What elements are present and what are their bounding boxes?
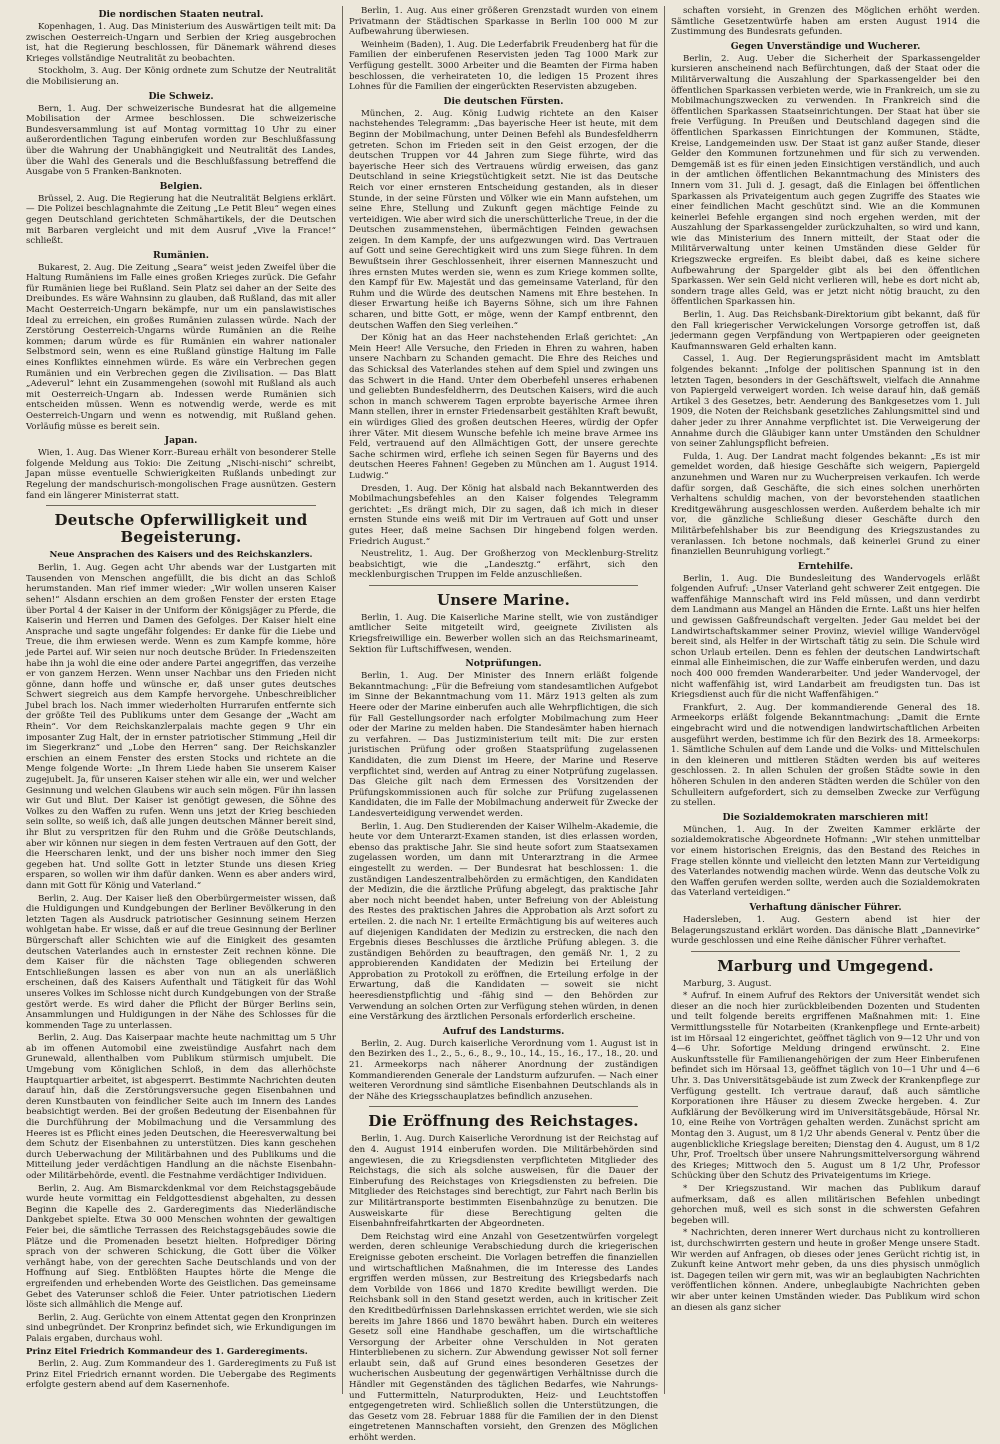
article-paragraph: Berlin, 1. Aug. Durch Kaiserliche Verordnung ist der Reichstag auf den 4. August 1914 einberufen worden. Die Militärbehörden sind angewiesen, die zu Kriegsdiensten verpflichteten Mitglieder des Reichstags, die sich als solche ausweisen, für die Dauer der Einberufung des Reichstages von Kriegsdiensten zu befreien. Die Mitglieder des Reichstages sind berechtigt, zur Fahrt nach Berlin bis zur Militärtransporte bestimmten Eisenbahnzüge zu benutzen. Die Ausweiskarte für diese Berechtigung gelten die Eisenbahnfreifahrtkarten der Abgeordneten.	[349, 1134, 658, 1230]
section-heading: Rumänien.	[153, 249, 209, 261]
separator-rule	[369, 585, 638, 586]
article-paragraph: Stockholm, 3. Aug. Der König ordnete zum Schutze der Neutralität die Mobilisierung an.	[26, 66, 336, 87]
article-paragraph: Berlin, 2. Aug. Durch kaiserliche Verordnung vom 1. August ist in den Bezirken des 1., 2., 5., 6., 8., 9., 10., 14., 15., 16., 17., 18., 20. und 21. Armeekorps nach näherer Anordnung der zuständigen Kommandierenden Generale der Landsturm aufzurufen. — Nach einer weiteren Verordnung sind sämtliche Eisenbahnen Deutschlands als in der Nähe des Kriegsschauplatzes befindlich anzusehen.	[349, 1038, 658, 1102]
main-headline: Deutsche Opferwilligkeit und Begeisterung.	[54, 511, 308, 547]
article-paragraph: Dem Reichstag wird eine Anzahl von Gesetzentwürfen vorgelegt werden, deren schleunige Verabschiedung durch die kriegerischen Ereignisse geboten erscheint. Die Vorlagen betreffen die finanziellen und wirtschaftlichen Maßnahmen, die im Interesse des Landes ergriffen werden müssen, zur Bestreitung des Kriegsbedarfs nach dem Vorbilde von 1866 und 1870 Kredite bewilligt werden. Die Reichsbank soll in den Stand gesetzt werden, auch in kritischer Zeit den Kreditbedürfnissen Darlehnskassen errichtet werden, wie sie sich bereits im Jahre 1866 und 1870 bewährt haben. Durch ein weiteres Gesetz soll eine Handhabe geschaffen, um die wirtschaftliche Versorgung der Arbeiter ohne Verschulden in Not geraten Hinterbliebenen zu sichern. Zur Abwendung gewisser Not soll ferner erlaubt sein, daß auf Grund eines besonderen Gesetzes der wucherischen Ausbeutung der gegenwärtigen Verhältnisse durch die Händler mit Gegenständen des täglichen Bedarfes, wie Nahrungs- und Futtermitteln, Naturprodukten, Heiz- und Leuchtstoffen entgegengetreten wird. Schließlich sollen die Unterstützungen, die das Gesetz vom 28. Februar 1888 für die Familien der in den Dienst eingetretenen Mannschaften vorsieht, den Grenzen des Möglichen erhöht werden.	[349, 1231, 658, 1444]
column-3	[664, 6, 986, 1394]
article-paragraph: Wien, 1. Aug. Das Wiener Korr.-Bureau erhält von besonderer Stelle folgende Meldung aus Tokio: Die Zeitung „Nischi-nischi“ schreibt, Japan müsse eventuelle Schwierigkeiten Rußlands unbedingt zur Regelung der mandschurisch-mongolischen Frage ausnützen. Gestern fand ein längerer Ministerrat statt.	[26, 448, 336, 501]
article-paragraph: Bern, 1. Aug. Der schweizerische Bundesrat hat die allgemeine Mobilisation der Armee beschlossen. Die schweizerische Bundesversammlung ist auf Montag vormittag 10 Uhr zu einer außerordentlichen Tagung einberufen worden zur Beschlußfassung über die Wahrung der Unabhängigkeit und Neutralität des Landes, über die Wahl des Generals und die Beschlußfassung betreffend die Ausgabe von 5 Franken-Banknoten.	[26, 103, 336, 178]
section-heading: Belgien.	[159, 180, 203, 192]
article-paragraph: Berlin, 2. Aug. Der Kaiser ließ den Oberbürgermeister wissen, daß die Huldigungen und Kundgebungen der Berliner Bevölkerung in den letzten Tagen als Ausdruck patriotischer Gesinnung seinem Herzen wohlgetan habe. Er wisse, daß er auf die treue Gesinnung der Berliner Bürgerschaft aller Schichten wie auf die Einigkeit des gesamten deutschen Vaterlandes auch in ernstester Zeit rechnen könne. Die dem Kaiser für die nächsten Tage obliegenden schweren Entschließungen lassen es aber von nun an als unerläßlich erscheinen, daß des Kaisers Aufenthalt und Tätigkeit für das Wohl unseres Volkes im Schlosse nicht durch Kundgebungen von der Straße gestört werde. Es wird daher die Pflicht der Bürger Berlins sein, Ansammlungen und Huldigungen in der Nähe des Schlosses für die kommenden Tage zu unterlassen.	[26, 893, 336, 1031]
column-2	[342, 6, 664, 1444]
article-paragraph: München, 1. Aug. In der Zweiten Kammer erklärte der sozialdemokratische Abgeordnete Hofmann: „Wir stehen unmittelbar vor einem historischen Ereignis, das den Bestand des Reiches in Frage stellen könnte und vielleicht den letzten Mann zur Verteidigung des Vaterlandes notwendig machen würde. Wenn das deutsche Volk zu den Waffen gerufen werden sollte, werden auch die Sozialdemokraten das Vaterland verteidigen.“	[671, 824, 980, 899]
item-heading: Prinz Eitel Friedrich Kommandeur des 1. Garderegiments.	[26, 1346, 308, 1357]
article-paragraph: Berlin, 1. Aug. Der Minister des Innern erläßt folgende Bekanntmachung: „Für die Befreiung vom standesamtlichen Aufgebot im Sinne der Bekanntmachung vom 11. März 1913 gelten als zum Heere oder der Marine einberufen auch alle Wehrpflichtigen, die sich für Fall Gestellungsorder nach erfolgter Mobilmachung zum Heer oder der Marine zu melden haben. Die Standesämter haben hiernach zu verfahren. — Das Justizministerium teilt mit: Die zur ersten juristischen Prüfung oder großen Staatsprüfung zugelassenen Kandidaten, die zum Dienst im Heere, der Marine und Reserve verpflichtet sind, werden auf Antrag zu einer Notprüfung zugelassen. Das Gleiche gilt nach dem Ermessen des Vorsitzenden der Prüfungskommissionen auch für solche zur Prüfung zugelassenen Kandidaten, die im Falle der Mobilmachung anderweit für Zwecke der Landesverteidigung verwendet werden.	[349, 671, 658, 819]
separator-rule	[691, 951, 960, 952]
section-heading: Notprüfungen.	[465, 658, 542, 670]
article-paragraph: Neustrelitz, 1. Aug. Der Großherzog von Mecklenburg-Strelitz beabsichtigt, wie die „Landesztg.“ erfährt, sich den mecklenburgischen Truppen im Felde anzuschließen.	[349, 549, 658, 581]
article-paragraph: Berlin, 1. Aug. Aus einer größeren Grenzstadt wurden von einem Privatmann der Städtischen Sparkasse in Berlin 100 000 M zur Aufbewahrung überwiesen.	[349, 6, 658, 38]
article-paragraph: Fulda, 1. Aug. Der Landrat macht folgendes bekannt: „Es ist mir gemeldet worden, daß hiesige Geschäfte sich weigern, Papiergeld anzunehmen und Waren nur zu Wucherpreisen verkaufen. Ich werde dafür sorgen, daß Geschäfte, die sich eines solchen unerhörten Verhaltens schuldig machen, von der bevorstehenden staatlichen Kreditgewährung ausgeschlossen werden. Außerdem behalte ich mir vor, die gänzliche Schließung dieser Geschäfte durch den Militärbefehlshaber bis zur Beendigung des Kriegszustandes zu veranlassen. Ich betone nochmals, daß keinerlei Grund zu einer finanziellen Beunruhigung vorliegt.“	[671, 451, 980, 558]
article-paragraph: Berlin, 1. Aug. Die Bundesleitung des Wandervogels erläßt folgenden Aufruf: „Unser Vaterland geht schwerer Zeit entgegen. Die waffenfähige Mannschaft wird ins Feld müssen, und dann verdirbt dem Landmann aus Mangel an Händen die Ernte. Laßt uns hier helfen und gewissen Gaßfreundschaft vergelten. Jeder Gau meldet bei der Landwirtschaftskammer seiner Provinz, wieviel willige Wandervögel bereit sind, als Helfer in der Wirtschaft tätig zu sein. Die Schule wird schon Urlaub erteilen. Denn es fehlen der deutschen Landwirtschaft einmal alle Einheimischen, die zur Waffe einberufen werden, und dazu noch 400 000 fremden Wanderarbeiter. Und jeder Wandervogel, der nicht waffenfähig ist, wird Landarbeit am freudigsten tun. Das ist Kriegsdienst auch für die nicht Waffenfähigen.“	[671, 573, 980, 701]
main-headline: Marburg und Umgegend.	[717, 956, 934, 975]
main-headline: Unsere Marine.	[436, 590, 571, 609]
article-paragraph: Bukarest, 2. Aug. Die Zeitung „Seara“ weist jeden Zweifel über die Haltung Rumäniens im Falle eines großen Krieges zurück. Die Gefahr für Rumänien liege bei Rußland. Sein Platz sei daher an der Seite des Dreibundes. Es wäre Wahnsinn zu glauben, daß Rußland, das mit aller Macht Oesterreich-Ungarn bekämpfe, nur um ein panslawistisches Ideal zu erreichen, ein großes Rumänien zulassen würde. Nach der Zerstörung Oesterreich-Ungarns würde Rumänien an die Reihe kommen; darum würde es für Rumänien ein wahrer nationaler Selbstmord sein, wenn es eine Rußland günstige Haltung im Falle eines Konfliktes einnehmen würde. Es wäre ein Verbrechen gegen Rumänien und ein Verbrechen gegen die Zivilisation. — Das Blatt „Adeverul“ lehnt ein Zusammengehen (sowohl mit Rußland als auch mit Oesterreich-Ungarn ab. Indessen werde Rumänien sich entscheiden müssen. Wenn es notwendig werde, werde es mit Oesterreich-Ungarn und wenn es notwendig, mit Rußland gehen. Vorläufig müsse es bereit sein.	[26, 262, 336, 432]
article-paragraph: * Nachrichten, deren innerer Wert durchaus nicht zu kontrollieren ist, durchschwirrten gestern und heute in großer Menge unsere Stadt. Wir werden auf Anfragen, ob dieses oder jenes Gerücht richtig ist, in Zukunft keine Antwort mehr geben, da uns dies physisch unmöglich ist. Dagegen teilen wir gern mit, was wir an beglaubigten Nachrichten veröffentlichen können. Andere, unbeglaubigte Nachrichten geben wir aber unter keinen Umständen wieder. Das Publikum wird schon an diesen als ganz sicher	[671, 1228, 980, 1313]
section-heading: Die deutschen Fürsten.	[443, 95, 564, 107]
section-heading: Die Schweiz.	[148, 90, 214, 102]
section-heading: Japan.	[164, 435, 198, 447]
article-paragraph: Cassel, 1. Aug. Der Regierungspräsident macht im Amtsblatt folgendes bekannt: „Infolge der politischen Spannung ist in den letzten Tagen, besonders in der Geschäftswelt, vielfach die Annahme von Papiergeld verweigert worden. Ich weise darauf hin, daß gemäß Artikel 3 des Gesetzes, betr. Aenderung des Bankgesetzes vom 1. Juli 1909, die Noten der Reichsbank gesetzliches Zahlungsmittel sind und daher jeder zu ihrer Annahme verpflichtet ist. Die Verweigerung der Annahme durch die Gläubiger kann unter Umständen den Schuldner von seiner Zahlungspflicht befreien.	[671, 354, 980, 450]
column-1	[20, 6, 342, 1394]
article-paragraph: Hadersleben, 1. Aug. Gestern abend ist hier der Belagerungszustand erklärt worden. Das dänische Blatt „Dannevirke“ wurde geschlossen und eine Reihe dänischer Führer verhaftet.	[671, 914, 980, 947]
article-paragraph: Berlin, 2. Aug. Das Kaiserpaar machte heute nachmittag um 5 Uhr ab im offenen Automobil eine zweistündige Ausfahrt nach dem Grunewald, allenthalben vom Publikum stürmisch umjubelt. Die Umgebung vom Königlichen Schloß, in dem das allerhöchste Hauptquartier arbeitet, ist abgesperrt. Bestimmte Nachrichten deuten darauf hin, daß die Zerstörungsversuche gegen Eisenbahnen und deren Kunstbauten von feindlicher Seite auch im Innern des Landes beabsichtigt werden. Bei der großen Bedeutung der Eisenbahnen für die Durchführung der Mobilmachung und die Versammlung des Heeres ist es Pflicht eines jeden Deutschen, die Heeresverwaltung bei dem Schutz der Eisenbahnen zu unterstützen. Dies kann geschehen durch Ueberwachung der Militärbahnen und des Publikums und die Mitteilung jeder verdächtigen Handlung an die nächste Eisenbahn- oder Militärbehörde, eventl. die Festnahme verdächtiger Individuen.	[26, 1033, 336, 1181]
article-paragraph: Berlin, 1. Aug. Das Reichsbank-Direktorium gibt bekannt, daß für den Fall kriegerischer Verwickelungen Vorsorge getroffen ist, daß jedermann gegen Verpfändung von Wertpapieren oder geeigneten Kaufmannswaren Geld erhalten kann.	[671, 310, 980, 352]
separator-rule	[369, 1106, 638, 1107]
article-paragraph: Berlin, 1. Aug. Die Kaiserliche Marine stellt, wie von zuständiger amtlicher Seite mitgeteilt wird, geeignete Zivilisten als Kriegsfreiwillige ein. Bewerber wollen sich an das Reichsmarineamt, Sektion für Luftschiffwesen, wenden.	[349, 612, 658, 655]
article-paragraph: schaften vorsieht, in Grenzen des Möglichen erhöht werden. Sämtliche Gesetzentwürfe haben am ersten August 1914 die Zustimmung des Bundesrats gefunden.	[671, 6, 980, 38]
main-headline: Die Eröffnung des Reichstages.	[368, 1112, 639, 1131]
section-heading: Gegen Unverständige und Wucherer.	[730, 40, 921, 52]
section-heading: Die nordischen Staaten neutral.	[98, 9, 264, 20]
article-paragraph: Berlin, 2. Aug. Gerüchte von einem Attentat gegen den Kronprinzen sind unbegründet. Der Kronprinz befindet sich, wie Erkundigungen im Palais ergaben, durchaus wohl.	[26, 1312, 336, 1344]
subheadline: Neue Ansprachen des Kaisers und des Reichskanzlers.	[49, 550, 313, 561]
article-paragraph: Berlin, 2. Aug. Zum Kommandeur des 1. Garderegiments zu Fuß ist Prinz Eitel Friedrich ernannt worden. Die Uebergabe des Regiments erfolgte gestern abend auf dem Kasernenhofe.	[26, 1359, 336, 1391]
article-paragraph: München, 2. Aug. König Ludwig richtete an den Kaiser nachstehendes Telegramm: „Das bayerische Heer ist heute, mit dem Beginn der Mobilmachung, unter Deinen Befehl als Bundesfeldherrn getreten. Schon im Frieden seit in den Geist erzogen, der die deutschen Truppen vor 44 Jahren zum Siege führte, wird das bayerische Heer sich des Vertrauens würdig erweisen, das ganz Deutschland in seine Kriegstüchtigkeit setzt. Nie ist das Deutsche Reich vor einer ernsteren Entscheidung gestanden, als in dieser Stunde, in der seine Fürsten und Völker wie ein Mann aufstehen, um seine Ehre, Stellung und Zukunft gegen mächtige Feinde zu verteidigen. Wie aber wird sich die unerschütterliche Treue, in der die Deutschen zusammenstehen, übermächtigen Feinden gewachsen zeigen. In dem Kampfe, der uns aufgezwungen wird. Das Vertrauen auf Gott und seine Gerechtigkeit wird uns zum Siege führen. In dem Bewußtsein ihrer Geschlossenheit, ihrer eisernen Manneszucht und ihres ernsten Mutes werden sie, wenn es zum Kriege kommen sollte, den Kampf für Ew. Majestät und das gemeinsame Vaterland, für den Ruhm und die Würde des deutschen Namens mit Ehre bestehen. In dieser Erwartung heiße ich Bayerns Söhne, sich um ihre Fahnen scharen, und bitte Gott, er möge, wenn der Kampf entbrennt, den deutschen Waffen den Sieg verleihen.“	[349, 108, 658, 331]
article-paragraph: Berlin, 2. Aug. Ueber die Sicherheit der Sparkassengelder kursieren anscheinend nach Befürchtungen, daß der Staat oder die Militärverwaltung die Auszahlung der Sparkassengelder bei den öffentlichen Sparkassen verbieten werde, wie in Frankreich, um sie zu Mobilmachungszwecken zu verwenden. In Frankreich sind die öffentlichen Sparkassen Staatseinrichtungen. Der Staat hat über sie freie Verfügung. In Preußen und Deutschland dagegen sind die öffentlichen Sparkassen Einrichtungen der Kommunen, Städte, Kreise, Landgemeinden usw. Der Staat ist ganz außer Stande, dieser Gelder den Kommunen fortzunehmen und für sich zu verwenden. Demgemäß ist es für einen jeden Einsichtigen verständlich, und auch in der amtlichen öffentlichen Bekanntmachung des Ministers des Innern vom 31. Juli d. J. gesagt, daß die Einlagen bei öffentlichen Sparkassen als Privateigentum auch gegen Zugriffe des Staates wie einer feindlichen Macht geschützt sind. Wie an die Kommunen keinerlei Befehle ergangen sind noch ergehen werden, mit der Auszahlung der Sparkassengelder zurückzuhalten, so wird und kann, wie das Ministerium des Innern mitteilt, der Staat oder die Militärverwaltung unter keinen Umständen diese Gelder für Kriegszwecke ergreifen. Es bleibt dabei, daß es keine sichere Aufbewahrung der Spargelder gibt als bei den öffentlichen Sparkassen. Wer sein Geld nicht verlieren will, hebe es dort nicht ab, sondern trage alles Geld, was er jetzt nicht nötig braucht, zu den öffentlichen Sparkassen hin.	[671, 53, 980, 308]
article-paragraph: Der König hat an das Heer nachstehenden Erlaß gerichtet: „An Mein Heer! Alle Versuche, den Frieden in Ehren zu wahren, haben unsere Nachbarn zu Schanden gemacht. Die Ehre des Reiches und das Schicksal des Vaterlandes stehen auf dem Spiel und zwingen uns das Schwert in die Hand. Unter dem Oberbefehl unseres erhabenen und geliebten Bundesfeldherrn, des Deutschen Kaisers, wird die auch schon in manch schwerem Tagen erprobte bayerische Armee ihren Mann stellen, ihrer in ernster Friedensarbeit gestählten Kraft bewußt, ein würdiges Glied des großen deutschen Heeres, würdig der Opfer ihrer Väter. Mit diesem Wunsche befehle ich meine brave Armee ins Feld, vertrauend auf den Allmächtigen Gott, der unsere gerechte Sache schirmen wird, erflehe ich seinen Segen für Bayerns und des deutschen Heeres Fahnen! Gegeben zu München am 1. August 1914. Ludwig.“	[349, 333, 658, 481]
section-heading: Die Sozialdemokraten marschieren mit!	[722, 811, 929, 823]
article-paragraph: Dresden, 1. Aug. Der König hat alsbald nach Bekanntwerden des Mobilmachungsbefehles an den Kaiser folgendes Telegramm gerichtet: „Es drängt mich, Dir zu sagen, daß ich mich in dieser ernsten Stunde eins weiß mit Dir im Vertrauen auf Gott und unser gutes Heer, daß meine Sachsen Dir hingebend folgen werden. Friedrich August.“	[349, 483, 658, 547]
article-paragraph: Berlin, 1. Aug. Den Studierenden der Kaiser Wilhelm-Akademie, die heute vor dem Unterarzt-Examen standen, ist dies erlassen worden, ebenso das praktische Jahr. Sie sind heute sofort zum Staatsexamen zugelassen worden, um dann mit Unterarztrang in die Armee eingestellt zu werden. — Der Bundesrat hat beschlossen: 1. die zuständigen Landeszentralbehörden zu ermächtigen, den Kandidaten der Medizin, die die ärztliche Prüfung abgelegt, das praktische Jahr aber noch nicht beendet haben, unter Befreiung von der Ableistung des Restes des praktischen Jahres die Approbation als Arzt sofort zu erteilen. 2. die nach Nr. 1 erteilte Ermächtigung bis auf weiteres auch auf diejenigen Kandidaten der Medizin zu erstrecken, die nach den Ergebnis dieses Beschlusses die ärztliche Prüfung ablegen. 3. die zuständigen Behörden zu beauftragen, den gemäß Nr. 1, 2 zu approbierenden Kandidaten der Medizin bei Erteilung der Approbation zu Protokoll zu eröffnen, die Erteilung erfolge in der Erwartung, daß die Kandidaten — soweit sie nicht heeresdienstpflichtig und -fähig sind — den Behörden zur Verwendung an solchen Orten zur Verfügung stehen würden, in denen eine Verstärkung des ärztlichen Personals erforderlich erscheine.	[349, 821, 658, 1023]
article-paragraph: Frankfurt, 2. Aug. Der kommandierende General des 18. Armeekorps erläßt folgende Bekanntmachung: „Damit die Ernte eingebracht wird und die notwendigen landwirtschaftlichen Arbeiten ausgeführt werden, bestimme ich für den Bezirk des 18. Armeekorps: 1. Sämtliche Schulen auf dem Lande und die Volks- und Mittelschulen in den kleineren und mittleren Städten werden bis auf weiteres geschlossen. 2. In allen Schulen der großen Städte sowie in den höheren Schulen in den anderen Städten werden die Schüler von den Schulleitern aufgefordert, sich zu demselben Zwecke zur Verfügung zu stellen.	[671, 702, 980, 809]
separator-rule	[46, 505, 316, 506]
article-paragraph: Kopenhagen, 1. Aug. Das Ministerium des Auswärtigen teilt mit: Da zwischen Oesterreich-Ungarn und Serbien der Krieg ausgebrochen ist, hat die Regierung beschlossen, für Dänemark während dieses Krieges vollständige Neutralität zu beobachten.	[26, 22, 336, 64]
article-paragraph: * Aufruf. In einem Aufruf des Rektors der Universität wendet sich dieser an die noch hier zurückbleibenden Dozenten und Studenten und teilt folgende bereits ergriffenen Maßnahmen mit: 1. Eine Vermittlungsstelle für Notarbeiten (Krankenpflege und Ernte-arbeit) ist im Hörsaal 12 eingerichtet, geöffnet täglich von 9—12 Uhr und von 4—6 Uhr. Sofortige Meldung dringend erwünscht. 2. Eine Auskunftsstelle für Familienangehörigen der zum Heer Einberufenen befindet sich im Hörsaal 13, geöffnet täglich von 10—1 Uhr und 4—6 Uhr. 3. Das Universitätsgebäude ist zum Zweck der Krankenpflege zur Verfügung gestellt. Ich vertraue darauf, daß auch sämtliche Korporationen ihre Häuser zu diesem Zwecke hergeben. 4. Zur Aufklärung der Bevölkerung wird im Universitätsgebäude, Hörsal Nr. 10, eine Reihe von Vorträgen gehalten werden. Zunächst spricht am Montag den 3. August, um 8 1/2 Uhr abends General v. Pentz über die augenblickliche Kriegslage bereiten; Dienstag den 4. August, um 8 1/2 Uhr, Prof. Troeltsch über unsere Nahrungsmittelversorgung während des Krieges; Mittwoch den 5. August um 8 1/2 Uhr, Professor Schücking über den Schutz des Privateigentums im Kriege.	[671, 991, 980, 1182]
article-paragraph: Brüssel, 2. Aug. Die Regierung hat die Neutralität Belgiens erklärt. — Die Polizei beschlagnahmte die Zeitung „Le Petit Bleu“ wegen eines gegen Deutschland gerichteten Schmähartikels, der die Deutschen mit Barbaren vergleicht und mit dem Ausruf „Vive la France!“ schließt.	[26, 193, 336, 247]
article-paragraph: Weinheim (Baden), 1. Aug. Die Lederfabrik Freudenberg hat für die Familien der einberufenen Reservisten jeden Tag 1000 Mark zur Verfügung gestellt. 3000 Arbeiter und die Beamten der Firma haben beschlossen, die verheirateten 10, die ledigen 15 Prozent ihres Lohnes für die Familien der eingerückten Reservisten abzugeben.	[349, 39, 658, 93]
article-paragraph: Marburg, 3. August.	[683, 978, 772, 989]
section-heading: Erntehilfe.	[797, 560, 854, 572]
article-paragraph: Berlin, 1. Aug. Gegen acht Uhr abends war der Lustgarten mit Tausenden von Menschen angefüllt, die bis dicht an das Schloß herumstanden. Man rief immer wieder: „Wir wollen unseren Kaiser sehen!“ Alsdann erschien an dem großen Fenster der ersten Etage über Portal 4 der Kaiser in der Uniform der Königsjäger zu Pferde, die Kaiserin und Herren und Damen des Gefolges. Der Kaiser hielt eine Ansprache und sagte ungefähr folgendes: Er danke für die Liebe und Treue, die ihm erwiesen werde. Wenn es zum Kampfe komme, höre jede Partei auf. Wir seien nur noch deutsche Brüder. In Friedenszeiten habe ihn ja wohl die eine oder andere Partei angegriffen, das verzeihe er von ganzem Herzen. Wenn unser Nachbar uns den Frieden nicht gönne, dann hoffe und wünsche er, daß unser gutes deutsches Schwert siegreich aus dem Kampfe hervorgehe. Unbeschreiblicher Jubel brach los. Nach immer wiederholten Hurrarufen entfernte sich der größte Teil des Publikums unter dem Gesange der „Wacht am Rhein“. Vor dem Reichskanzlerpalais machte gegen 9 Uhr ein imposanter Zug Halt, der in ernster patriotischer Stimmung „Heil dir im Siegerkranz“ und „Lobe den Herren“ sang. Der Reichskanzler erschien an einem Fenster des ersten Stocks und richtete an die Menge folgende Worte: „In Ihrem Liede haben Sie unserem Kaiser zugejubelt. Ja, für unseren Kaiser stehen wir alle ein, wer und welcher Gesinnung und welchen Glaubens wir auch sein mögen. Für ihn lassen wir Gut und Blut. Der Kaiser ist genötigt gewesen, die Söhne des Volkes zu den Waffen zu rufen. Wenn uns jetzt der Krieg beschieden sein sollte, so weiß ich, daß alle jungen deutschen Männer bereit sind, ihr Blut zu verspritzen für den Ruhm und die Größe Deutschlands, aber wir können nur siegen in dem festen Vertrauen auf den Gott, der die Heerscharen lenkt, und der uns bisher noch immer den Sieg gegeben hat. Und sollte Gott in letzter Stunde uns diesen Krieg ersparen, so wollen wir ihm dafür danken. Wenn es aber anders wird, dann mit Gott für König und Vaterland.“	[26, 563, 336, 891]
article-paragraph: * Der Kriegszustand. Wir machen das Publikum darauf aufmerksam, daß es allen militärischen Befehlen unbedingt gehorchen muß, weil es sich sonst in die schwersten Gefahren begeben will.	[671, 1183, 980, 1226]
section-heading: Aufruf des Landsturms.	[442, 1025, 565, 1037]
article-paragraph: Berlin, 2. Aug. Am Bismarckdenkmal vor dem Reichstagsgebäude wurde heute vormittag ein Feldgottesdienst abgehalten, zu dessen Beginn die Kapelle des 2. Garderegiments das Niederländische Dankgebet spielte. Etwa 30 000 Menschen wohnten der gewaltigen Feier bei, die sämtliche Terrassen des Reichstagsgebäudes sowie die Plätze und die Promenaden besetzt hielten. Hofprediger Döring sprach von der schweren Schickung, die Gott über die Völker verhängt habe, von der gerechten Sache Deutschlands und von der Hoffnung auf Sieg. Entblößten Hauptes hörte die Menge die ergreifenden und erhebenden Worte des Geistlichen. Das gemeinsame Gebet des Vaterunser schloß die Feier. Unter patriotischen Liedern löste sich allmählich die Menge auf.	[26, 1183, 336, 1311]
section-heading: Verhaftung dänischer Führer.	[749, 901, 902, 913]
